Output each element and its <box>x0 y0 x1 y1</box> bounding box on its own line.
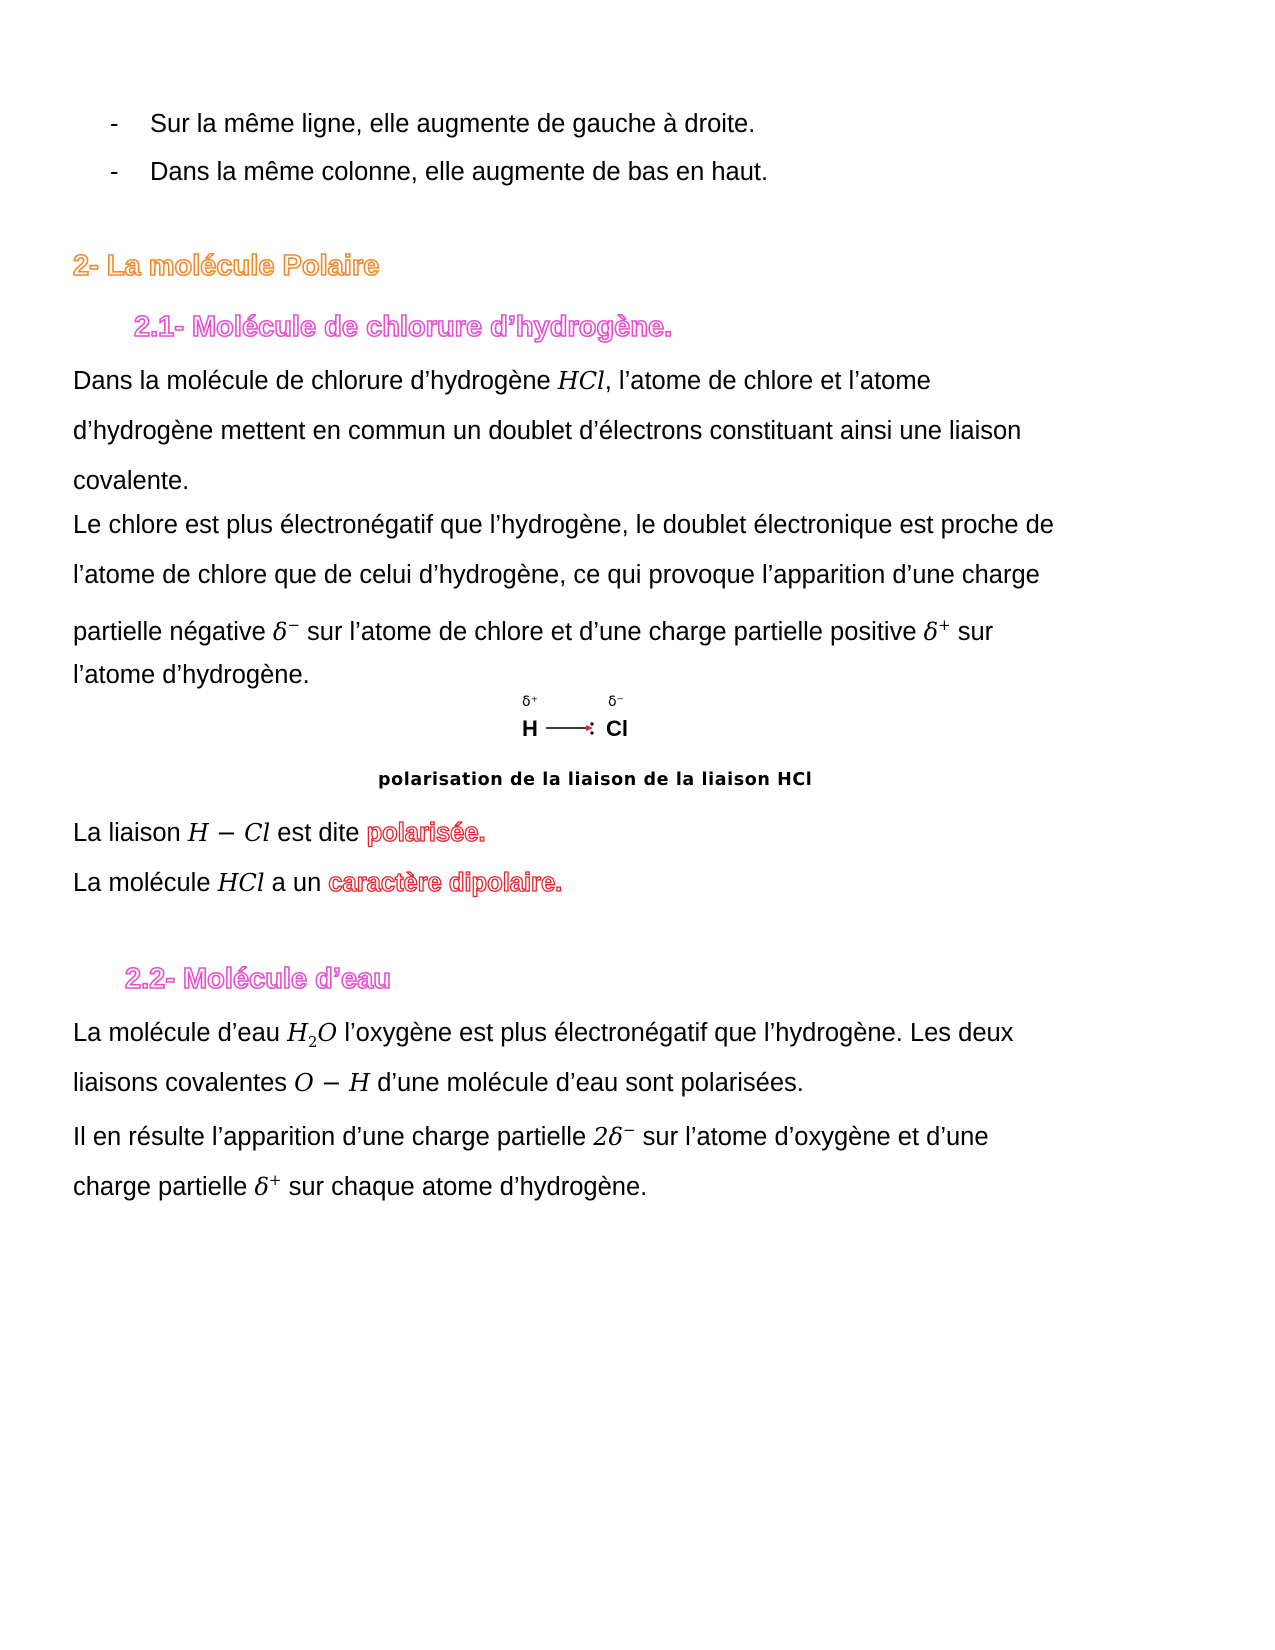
bullet-text: Dans la même colonne, elle augmente de bas en haut. <box>150 158 769 186</box>
text-span: est dite <box>270 819 367 847</box>
section-heading: 2- La molécule Polaire <box>73 250 380 282</box>
text-line <box>73 356 1223 406</box>
text-line: l’atome d’hydrogène. <box>73 661 310 689</box>
formula-hcl: HCl <box>217 869 265 897</box>
text-line <box>73 600 1223 650</box>
subsection-heading-hcl: 2.1- Molécule de chlorure d’hydrogène. <box>134 311 673 343</box>
arrow-head-icon <box>586 725 593 731</box>
text-line <box>73 808 1223 858</box>
delta-plus: δ+ <box>254 1171 282 1201</box>
text-span: charge partielle <box>73 1173 255 1201</box>
highlight-dipolaire: caractère dipolaire. <box>328 869 563 897</box>
text-span: d’une molécule d’eau sont polarisées. <box>370 1069 804 1097</box>
electron-dot <box>590 722 593 725</box>
text-span: a un <box>264 869 329 897</box>
electron-dot <box>590 731 593 734</box>
text-span: Il en résulte l’apparition d’une charge partielle <box>73 1123 594 1151</box>
formula-h-cl: H − Cl <box>187 819 271 847</box>
paragraph-water-charges <box>73 1105 1223 1205</box>
text-line <box>73 1155 1223 1205</box>
text-line: Le chlore est plus électronégatif que l’hydrogène, le doublet électronique est proche de <box>73 511 1054 539</box>
atom-cl: Cl <box>606 716 628 741</box>
text-span: partielle négative <box>73 618 273 646</box>
text-line <box>73 1105 1223 1155</box>
text-span: sur <box>950 618 994 646</box>
text-span: La molécule <box>73 869 218 897</box>
text-line <box>73 1058 1223 1108</box>
paragraph-water-intro <box>73 1008 1223 1108</box>
text-line <box>73 858 1223 908</box>
formula-h2o: $H_2O$ <box>287 1019 338 1051</box>
text-span: , l’atome de chlore et l’atome <box>604 367 931 395</box>
two-delta-minus: 2δ− <box>593 1121 636 1151</box>
text-span: sur chaque atome d’hydrogène. <box>281 1173 648 1201</box>
paragraph-polarized <box>73 808 1223 908</box>
diagram-caption: polarisation de la liaison de la liaison HCl <box>378 770 813 790</box>
delta-minus-label: δ⁻ <box>608 694 624 710</box>
text-span: liaisons covalentes <box>73 1069 295 1097</box>
text-span: La liaison <box>73 819 188 847</box>
highlight-polarisee: polarisée. <box>366 819 486 847</box>
delta-minus: δ− <box>272 616 300 646</box>
paragraph-hcl-intro <box>73 356 1223 506</box>
bullet-text: Sur la même ligne, elle augmente de gauche à droite. <box>150 110 756 138</box>
text-line <box>73 1008 1223 1058</box>
subsection-heading-water: 2.2- Molécule d’eau <box>125 963 391 995</box>
text-line: covalente. <box>73 467 190 495</box>
text-span: l’oxygène est plus électronégatif que l’hydrogène. Les deux <box>337 1019 1014 1047</box>
formula-o-h: O − H <box>294 1069 371 1097</box>
bullet-dash: - <box>110 110 119 138</box>
text-span: La molécule d’eau <box>73 1019 288 1047</box>
text-span: sur l’atome de chlore et d’une charge partielle positive <box>299 618 924 646</box>
text-span: Dans la molécule de chlorure d’hydrogène <box>73 367 558 395</box>
text-line: d’hydrogène mettent en commun un doublet d’électrons constituant ainsi une liaison <box>73 417 1022 445</box>
hcl-polarization-diagram <box>520 688 660 748</box>
text-line: l’atome de chlore que de celui d’hydrogène, ce qui provoque l’apparition d’une charge <box>73 561 1040 589</box>
formula-hcl: HCl <box>557 367 605 395</box>
delta-plus-label: δ⁺ <box>522 694 538 710</box>
text-span: sur l’atome d’oxygène et d’une <box>635 1123 989 1151</box>
bullet-dash: - <box>110 158 119 186</box>
atom-h: H <box>522 716 538 741</box>
paragraph-electronegativity <box>73 500 1223 700</box>
delta-plus: δ+ <box>923 616 951 646</box>
hcl-diagram-svg <box>520 688 660 748</box>
